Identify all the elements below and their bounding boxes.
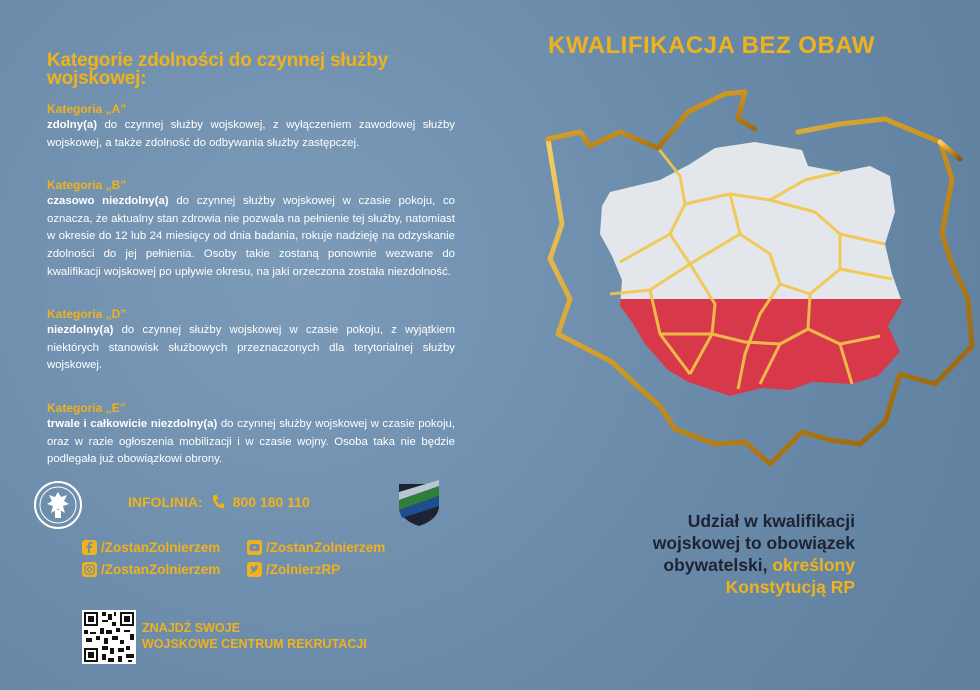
category-description: niezdolny(a) do czynnej służby wojskowej w czasie pokoju, z wyjątkiem niektórych stanowisk służbowych przeznaczonych dla terytorialnej służby wojskowej.: [47, 324, 455, 372]
find-recruitment-center[interactable]: ZNAJDŹ SWOJE WOJSKOWE CENTRUM REKRUTACJI: [142, 621, 367, 651]
polish-flag-fill: [540, 84, 980, 484]
territorial-defence-shield-icon: [394, 478, 444, 528]
categories-title: Kategorie zdolności do czynnej służby wojskowej:: [47, 50, 388, 89]
phone-icon: [211, 494, 225, 510]
category-label: Kategoria „E”: [47, 400, 126, 415]
category-label: Kategoria „D”: [47, 307, 127, 322]
category-description: zdolny(a) do czynnej służby wojskowej, z wyłączeniem zawodowej służby wojskowej, a także zdolność do odbywania służby zastępczej.: [47, 119, 455, 149]
poland-map-illustration: [540, 84, 980, 484]
youtube-icon: [247, 540, 262, 555]
youtube-link[interactable]: /ZostanZolnierzem: [247, 540, 385, 555]
category-e: [47, 401, 455, 469]
category-d: [47, 307, 455, 375]
facebook-icon: [82, 540, 97, 555]
headline: KWALIFIKACJA BEZ OBAW: [548, 32, 875, 59]
category-description: trwale i całkowicie niezdolny(a) do czynnej służby wojskowej w czasie pokoju, oraz w razie ogłoszenia mobilizacji i w czasie wojny. Osoba taka nie będzie podlegała już obowiązkowi obrony.: [47, 417, 455, 466]
category-description: czasowo niezdolny(a) do czynnej służby wojskowej w czasie pokoju, co oznacza, że aktualny stan zdrowia nie pozwala na pełnienie tej służby, natomiast w okresie do 12 lub 24 miesięcy od dnia badania, rokuje nadzieję na odzyskanie zdolności do jej pełnienia. Osoby takie zostaną ponownie wezwane do kwalifikacji wojskowej po upływie okresu, na jaki orzeczona została niezdolność.: [47, 195, 455, 278]
constitution-claim: Udział w kwalifikacji wojskowej to obowiązek obywatelski, określony Konstytucją RP: [652, 511, 855, 597]
categories-section: [47, 52, 455, 469]
instagram-link[interactable]: /ZostanZolnierzem: [82, 562, 220, 577]
instagram-icon: [82, 562, 97, 577]
twitter-link[interactable]: /ZolnierzRP: [247, 562, 340, 577]
category-a: [47, 102, 455, 152]
infoline-label: INFOLINIA:: [128, 494, 203, 510]
category-b: [47, 178, 455, 281]
military-eagle-emblem-icon: [33, 480, 83, 530]
category-label: Kategoria „B”: [47, 178, 127, 193]
infoline: [128, 494, 310, 510]
infoline-number[interactable]: 800 180 110: [232, 494, 310, 510]
facebook-link[interactable]: /ZostanZolnierzem: [82, 540, 220, 555]
category-label: Kategoria „A”: [47, 102, 127, 116]
qr-code[interactable]: [82, 610, 136, 664]
twitter-icon: [247, 562, 262, 577]
